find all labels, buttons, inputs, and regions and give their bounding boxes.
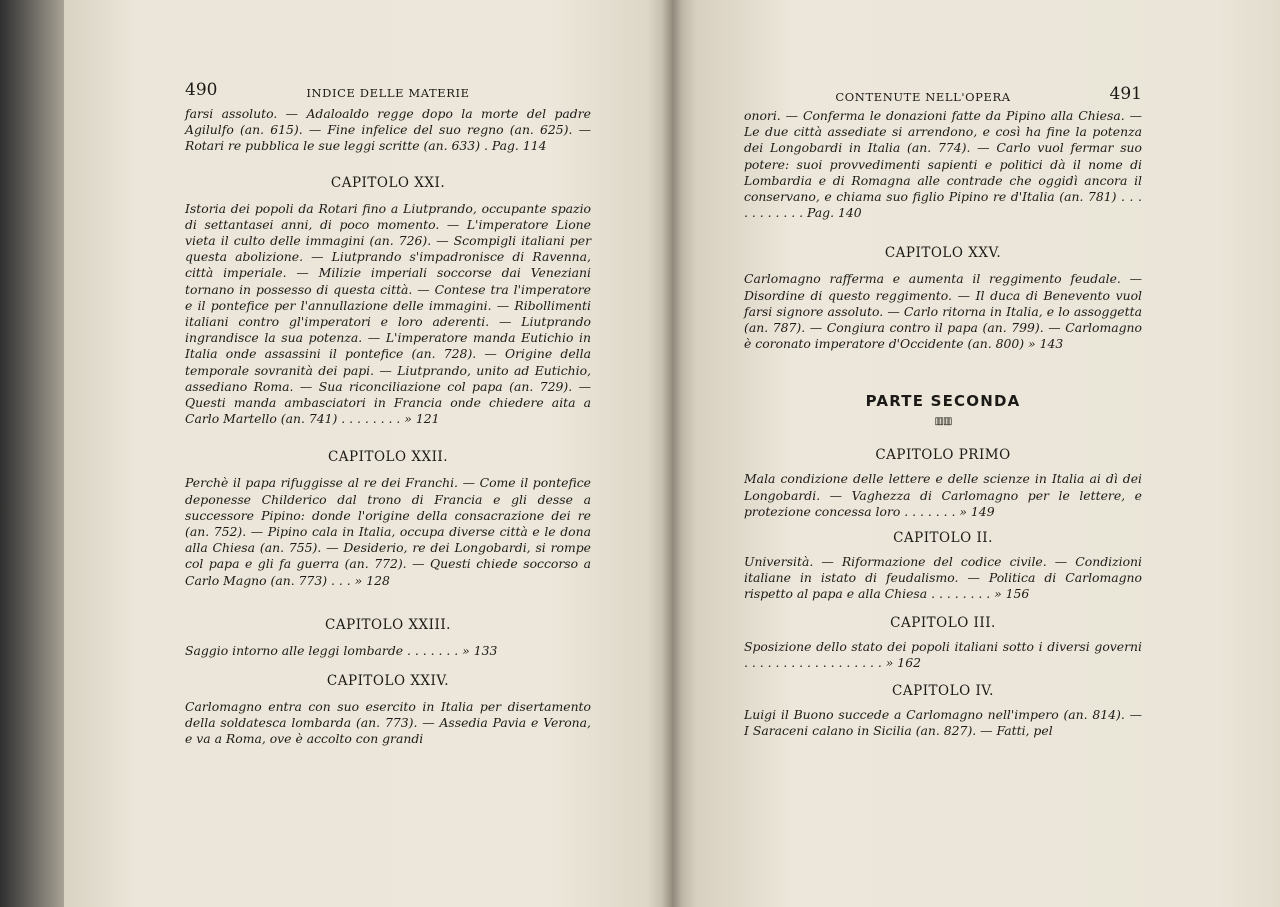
running-head-left: INDICE DELLE MATERIE — [306, 86, 470, 100]
chapter-heading: CAPITOLO XXIV. — [326, 673, 450, 690]
chapter-summary: Università. — Riformazione del codice civile. — Condizioni italiane in istato di feudalismo. — Politica di Carlomagno rispetto al papa e alla Chiesa . . . . . . . . » 156 — [744, 554, 1142, 602]
chapter-summary: Carlomagno rafferma e aumenta il reggimento feudale. — Disordine di questo reggimento. — Il duca di Benevento vuol farsi signore assoluto. — Carlo ritorna in Italia, e lo assoggetta (an. 787). — Congiura contro il papa (an. 799). — Carlomagno è coronato imperatore d'Occidente (an. 800) » 143 — [744, 271, 1142, 352]
chapter-heading: CAPITOLO II. — [893, 530, 993, 547]
chapter-summary: Istoria dei popoli da Rotari fino a Liutprando, occupante spazio di settantasei anni, di poco momento. — L'imperatore Lione vieta il culto delle immagini (an. 726). — Scompigli italiani per questa abolizione. — Liutprando s'impadronisce di Ravenna, città imperiale. — Milizie imperiali soccorse dai Veneziani tornano in possesso di questa città. — Contese tra l'imperatore e il pontefice per l'annullazione delle immagini. — Ribollimenti italiani contro gl'imperatori e loro aderenti. — Liutprando ingrandisce la sua potenza. — L'imperatore manda Eutichio in Italia onde assassini il pontefice (an. 728). — Origine della temporale sovranità dei papi. — Liutprando, unito ad Eutichio, assediano Roma. — Sua riconciliazione col papa (an. 729). — Questi manda ambasciatori in Francia onde chiedere aita a Carlo Martello (an. 741) . . . . . . . . » 121 — [185, 200, 591, 427]
chapter-heading: CAPITOLO PRIMO — [875, 447, 1011, 464]
chapter-heading: CAPITOLO XXI. — [330, 174, 446, 191]
right-page — [672, 0, 1280, 907]
chapter-heading: CAPITOLO III. — [890, 614, 996, 631]
left-page-column — [185, 80, 591, 748]
page-number-right: 491 — [1109, 84, 1142, 104]
chapter-summary: Sposizione dello stato dei popoli italiani sotto i diversi governi . . . . . . . . . . . . . . . . . . » 162 — [744, 638, 1142, 670]
running-header-left — [185, 80, 591, 108]
chapter-heading: CAPITOLO IV. — [892, 683, 994, 700]
right-page-column — [744, 84, 1142, 739]
chapter-summary: Saggio intorno alle leggi lombarde . . . . . . . » 133 — [185, 642, 498, 658]
chapter-heading: CAPITOLO XXIII. — [325, 616, 451, 633]
book-edge-shadow — [0, 0, 72, 907]
continued-entry-left: farsi assoluto. — Adaloaldo regge dopo la morte del padre Agilulfo (an. 615). — Fine infelice del suo regno (an. 625). — Rotari re pubblica le sue leggi scritte (an. 633) . Pag. 114 — [185, 106, 591, 154]
chapter-summary: Perchè il papa rifuggisse al re dei Franchi. — Come il pontefice deponesse Childerico dal trono di Francia e gli desse a successore Pipino: donde l'origine della consacrazione dei re (an. 752). — Pipino cala in Italia, occupa diverse città e le dona alla Chiesa (an. 755). — Desiderio, re dei Longobardi, si rompe col papa e gli fa guerra (an. 772). — Questi chiede soccorso a Carlo Magno (an. 773) . . . » 128 — [185, 475, 591, 588]
continued-entry-right: onori. — Conferma le donazioni fatte da Pipino alla Chiesa. — Le due città assediate si arrendono, e così ha fine la potenza dei Longobardi in Italia (an. 774). — Carlo vuol fermar suo potere: suoi provvedimenti sapienti e politici dà il nome di Lombardia e di Romagna alle contrade che oggidì ancora il conservano, e chiama suo figlio Pipino re d'Italia (an. 781) . . . . . . . . . . . Pag. 140 — [744, 108, 1142, 221]
chapter-summary: Luigi il Buono succede a Carlomagno nell'impero (an. 814). — I Saraceni calano in Sicilia (an. 827). — Fatti, pel — [744, 707, 1142, 739]
chapter-heading: CAPITOLO XXV. — [884, 245, 1002, 262]
chapter-heading: CAPITOLO XXII. — [327, 449, 449, 466]
ornament-icon: ▥▥ — [934, 416, 952, 428]
running-header-right — [744, 84, 1142, 112]
chapter-summary: Mala condizione delle lettere e delle scienze in Italia ai dì dei Longobardi. — Vaghezza di Carlomagno per le lettere, e protezione concessa loro . . . . . . . » 149 — [744, 471, 1142, 519]
part-heading: PARTE SECONDA — [865, 392, 1021, 411]
page-number-left: 490 — [185, 80, 218, 100]
chapter-summary: Carlomagno entra con suo esercito in Italia per disertamento della soldatesca lombarda (an. 773). — Assedia Pavia e Verona, e va a Roma, ove è accolto con grandi — [185, 699, 591, 747]
left-page — [64, 0, 672, 907]
book-gutter — [662, 0, 682, 907]
running-head-right: CONTENUTE NELL'OPERA — [835, 90, 1011, 104]
